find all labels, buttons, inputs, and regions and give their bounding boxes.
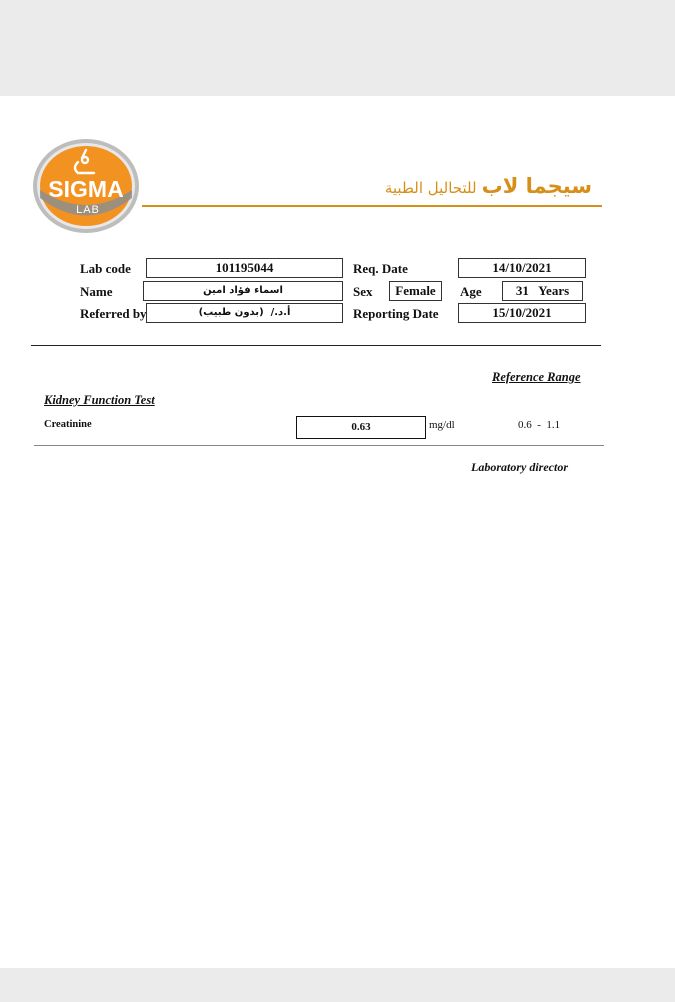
logo-sub: LAB — [76, 204, 100, 216]
test-name: Creatinine — [44, 419, 92, 430]
age-field: 31 Years — [502, 281, 583, 301]
req-date-field: 14/10/2021 — [458, 258, 586, 278]
arabic-title-main: سيجما لاب — [481, 174, 592, 198]
arabic-title-sub: للتحاليل الطبية — [384, 179, 477, 197]
reporting-date-label: Reporting Date — [353, 306, 439, 321]
name-field: اسماء فؤاد امين — [143, 281, 343, 301]
sigma-lab-logo — [32, 138, 140, 234]
reporting-date-field: 15/10/2021 — [458, 303, 586, 323]
header-divider — [142, 205, 602, 207]
section-title: Kidney Function Test — [44, 393, 155, 407]
reference-range-header: Reference Range — [492, 370, 581, 384]
req-date-label: Req. Date — [353, 261, 408, 276]
referred-by-label: Referred by — [80, 306, 147, 321]
lab-arabic-title — [360, 174, 592, 206]
test-result-value: 0.63 — [296, 416, 426, 439]
age-label: Age — [460, 284, 482, 299]
test-unit: mg/dl — [429, 419, 455, 431]
patient-info-divider — [31, 345, 601, 346]
test-reference-range: 0.6 - 1.1 — [518, 419, 561, 431]
sex-field: Female — [389, 281, 442, 301]
results-divider — [34, 445, 604, 446]
logo-brand: SIGMA — [48, 176, 124, 202]
name-label: Name — [80, 284, 113, 299]
referred-by-field: أ.د./ (بدون طبيب) — [146, 303, 343, 323]
laboratory-director: Laboratory director — [471, 460, 568, 474]
sex-label: Sex — [353, 284, 373, 299]
lab-code-field: 101195044 — [146, 258, 343, 278]
bottom-margin — [0, 968, 675, 1002]
top-margin — [0, 0, 675, 96]
lab-code-label: Lab code — [80, 261, 131, 276]
